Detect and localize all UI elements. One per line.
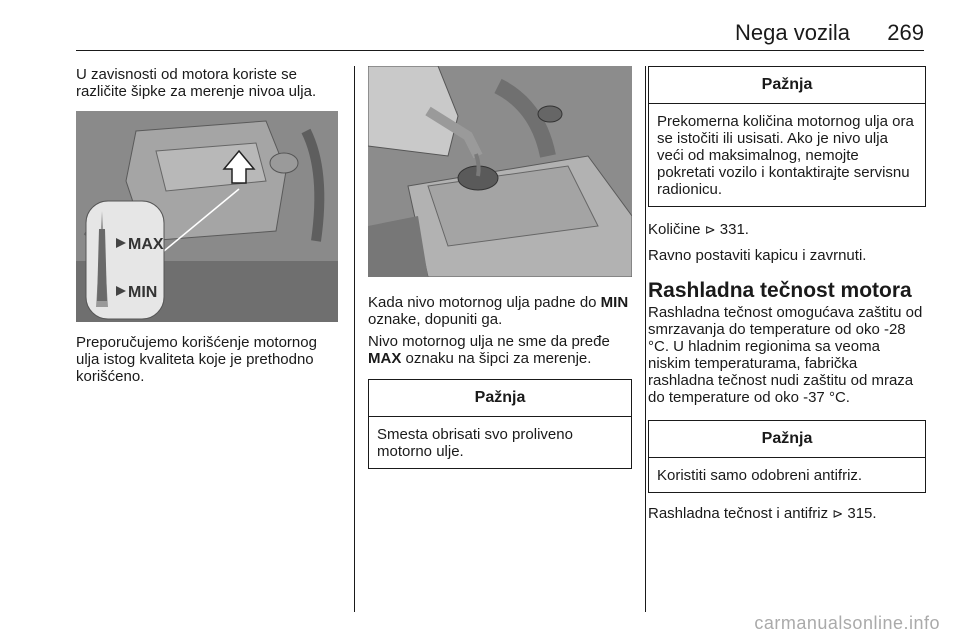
dipstick-max-label: MAX	[128, 236, 164, 253]
notice-box-oil	[368, 379, 632, 469]
oil-fill-illustration	[368, 66, 632, 277]
max-label: MAX	[368, 350, 402, 367]
header-rule	[76, 50, 924, 51]
column-2	[368, 66, 632, 469]
min-refill-paragraph	[368, 294, 632, 328]
notice-title: Pažnja	[649, 421, 925, 458]
max-limit-paragraph	[368, 333, 632, 367]
notice-title: Pažnja	[649, 67, 925, 104]
min-refill-text-a: Kada nivo motornog ulja padne do	[368, 294, 601, 311]
intro-paragraph: U zavisnosti od motora koriste se različite šipke za merenje nivoa ulja.	[76, 66, 317, 100]
notice-title: Pažnja	[369, 380, 631, 417]
dipstick-min-label: MIN	[128, 284, 158, 301]
notice-box-overfill	[648, 66, 926, 207]
reference-arrow-icon: ⊳	[832, 506, 844, 521]
dipstick-illustration	[76, 111, 338, 322]
column-1	[76, 66, 340, 385]
recommendation-paragraph: Preporučujemo korišćenje motornog ulja istog kvaliteta koje je prethodno korišćeno.	[76, 334, 317, 385]
column-divider-1	[354, 66, 355, 612]
watermark: carmanualsonline.info	[754, 613, 940, 633]
min-refill-text-b: oznake, dopuniti ga.	[368, 311, 503, 328]
coolant-page-ref[interactable]: 315.	[847, 505, 877, 522]
max-limit-text-a: Nivo motornog ulja ne sme da pređe	[368, 333, 610, 350]
min-label: MIN	[600, 294, 629, 311]
reference-arrow-icon: ⊳	[704, 222, 716, 237]
column-divider-2	[645, 66, 646, 612]
quantities-reference	[648, 221, 926, 238]
notice-box-antifreeze	[648, 420, 926, 493]
notice-text: Smesta obrisati svo proliveno motorno ulje.	[377, 426, 573, 460]
page-number: 269	[887, 20, 924, 45]
max-limit-text-b: oznaku na šipci za merenje.	[401, 350, 592, 367]
quantities-label: Količine	[648, 221, 701, 238]
notice-text: Prekomerna količina motornog ulja ora se istočiti ili usisati. Ako je nivo ulja veći od maksimalnog, nemojte pokretati vozilo i kontaktirajte servisnu radionicu.	[657, 113, 914, 198]
notice-text: Koristiti samo odobreni antifriz.	[657, 467, 863, 484]
page-title: Nega vozila	[735, 20, 850, 45]
cap-instruction: Ravno postaviti kapicu i zavrnuti.	[648, 247, 867, 264]
coolant-reference	[648, 505, 926, 522]
quantities-page-ref[interactable]: 331.	[719, 221, 749, 238]
column-3	[648, 66, 926, 522]
page-header	[0, 0, 960, 52]
coolant-description: Rashladna tečnost omogućava zaštitu od smrzavanja do temperature od oko -28 °C. U hladnim regionima sa veoma niskim temperaturama, fabrička rashladna tečnost nudi zaštitu od mraza do temperature od oko -37 °C.	[648, 304, 923, 406]
section-heading-coolant: Rashladna tečnost motora	[648, 279, 912, 302]
coolant-label: Rashladna tečnost i antifriz	[648, 505, 829, 522]
